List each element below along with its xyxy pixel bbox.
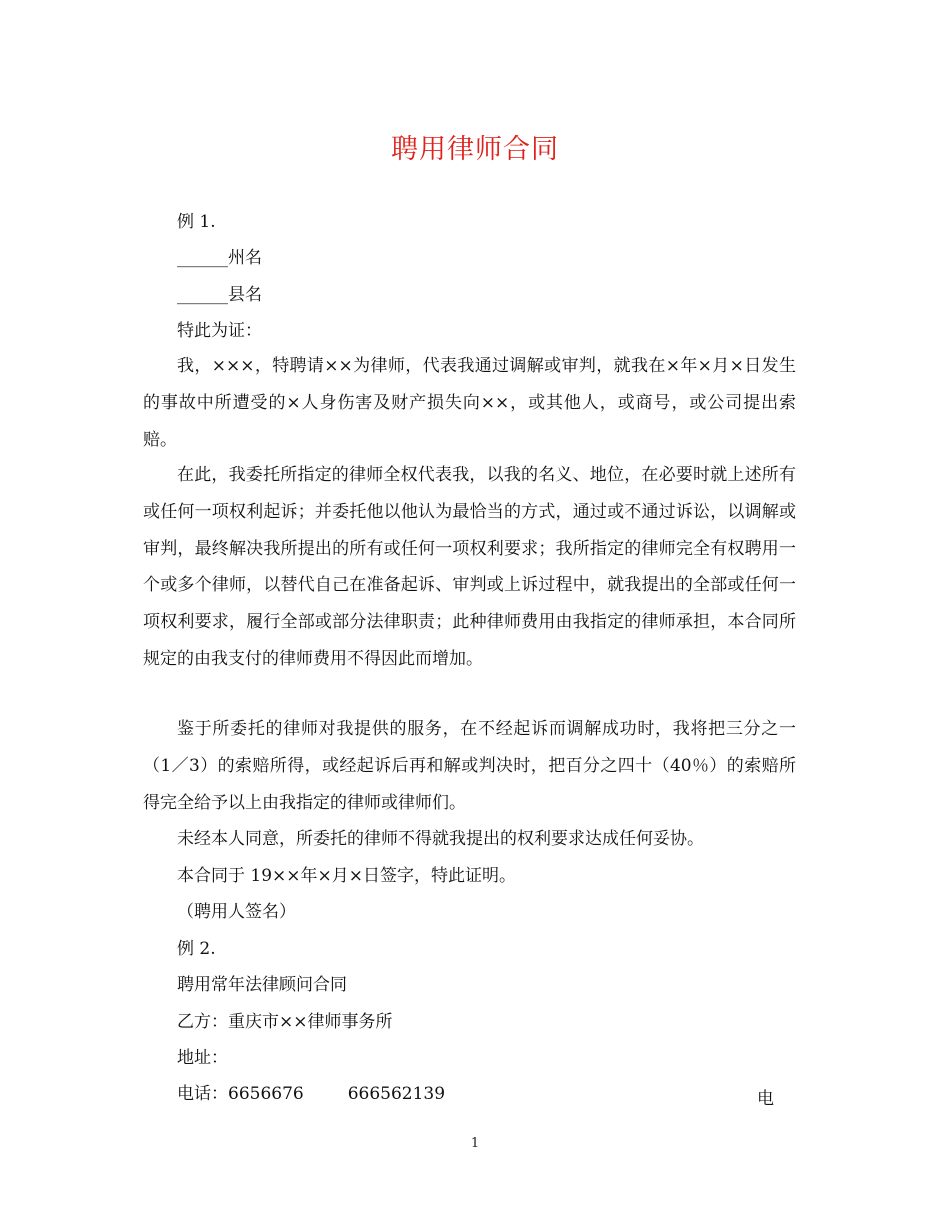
page-number: 1	[470, 1136, 480, 1151]
paragraph-claim: 我，×××，特聘请××为律师，代表我通过调解或审判，就我在×年×月×日发生的事故中所遭受的×人身伤害及财产损失向××，或其他人，或商号，或公司提出索赔。	[143, 356, 796, 450]
phone-continuation: 电	[757, 1089, 774, 1109]
contract-2-title: 聘用常年法律顾问合同	[177, 975, 347, 995]
address-line: 地址：	[177, 1048, 228, 1068]
document-title: 聘用律师合同	[391, 134, 559, 165]
phone-line	[177, 1084, 445, 1104]
example-2-label: 例 2.	[177, 939, 216, 959]
state-name-line: ______州名	[177, 248, 262, 268]
no-compromise-line: 未经本人同意，所委托的律师不得就我提出的权利要求达成任何妥协。	[177, 829, 704, 849]
witness-line: 特此为证：	[177, 321, 262, 341]
phone-number-2: 666562139	[347, 1084, 446, 1104]
phone-number-1: 电话：6656676	[177, 1084, 304, 1104]
employer-signature-line: （聘用人签名）	[177, 902, 296, 922]
county-name-line: ______县名	[177, 285, 262, 305]
example-1-label: 例 1.	[177, 212, 216, 232]
party-b-line: 乙方：重庆市××律师事务所	[177, 1012, 393, 1032]
paragraph-fees: 鉴于所委托的律师对我提供的服务，在不经起诉而调解成功时，我将把三分之一（1／3）的索赔所得，或经起诉后再和解或判决时，把百分之四十（40％）的索赔所得完全给予以上由我指定的律师或律师们。	[143, 719, 796, 813]
signing-date-line: 本合同于 19××年×月×日签字，特此证明。	[177, 866, 517, 886]
paragraph-authority: 在此，我委托所指定的律师全权代表我，以我的名义、地位，在必要时就上述所有或任何一项权利起诉；并委托他以他认为最恰当的方式，通过或不通过诉讼，以调解或审判，最终解决我所提出的所有或任何一项权利要求；我所指定的律师完全有权聘用一个或多个律师，以替代自己在准备起诉、审判或上诉过程中，就我提出的全部或任何一项权利要求，履行全部或部分法律职责；此种律师费用由我指定的律师承担，本合同所规定的由我支付的律师费用不得因此而增加。	[143, 465, 796, 669]
